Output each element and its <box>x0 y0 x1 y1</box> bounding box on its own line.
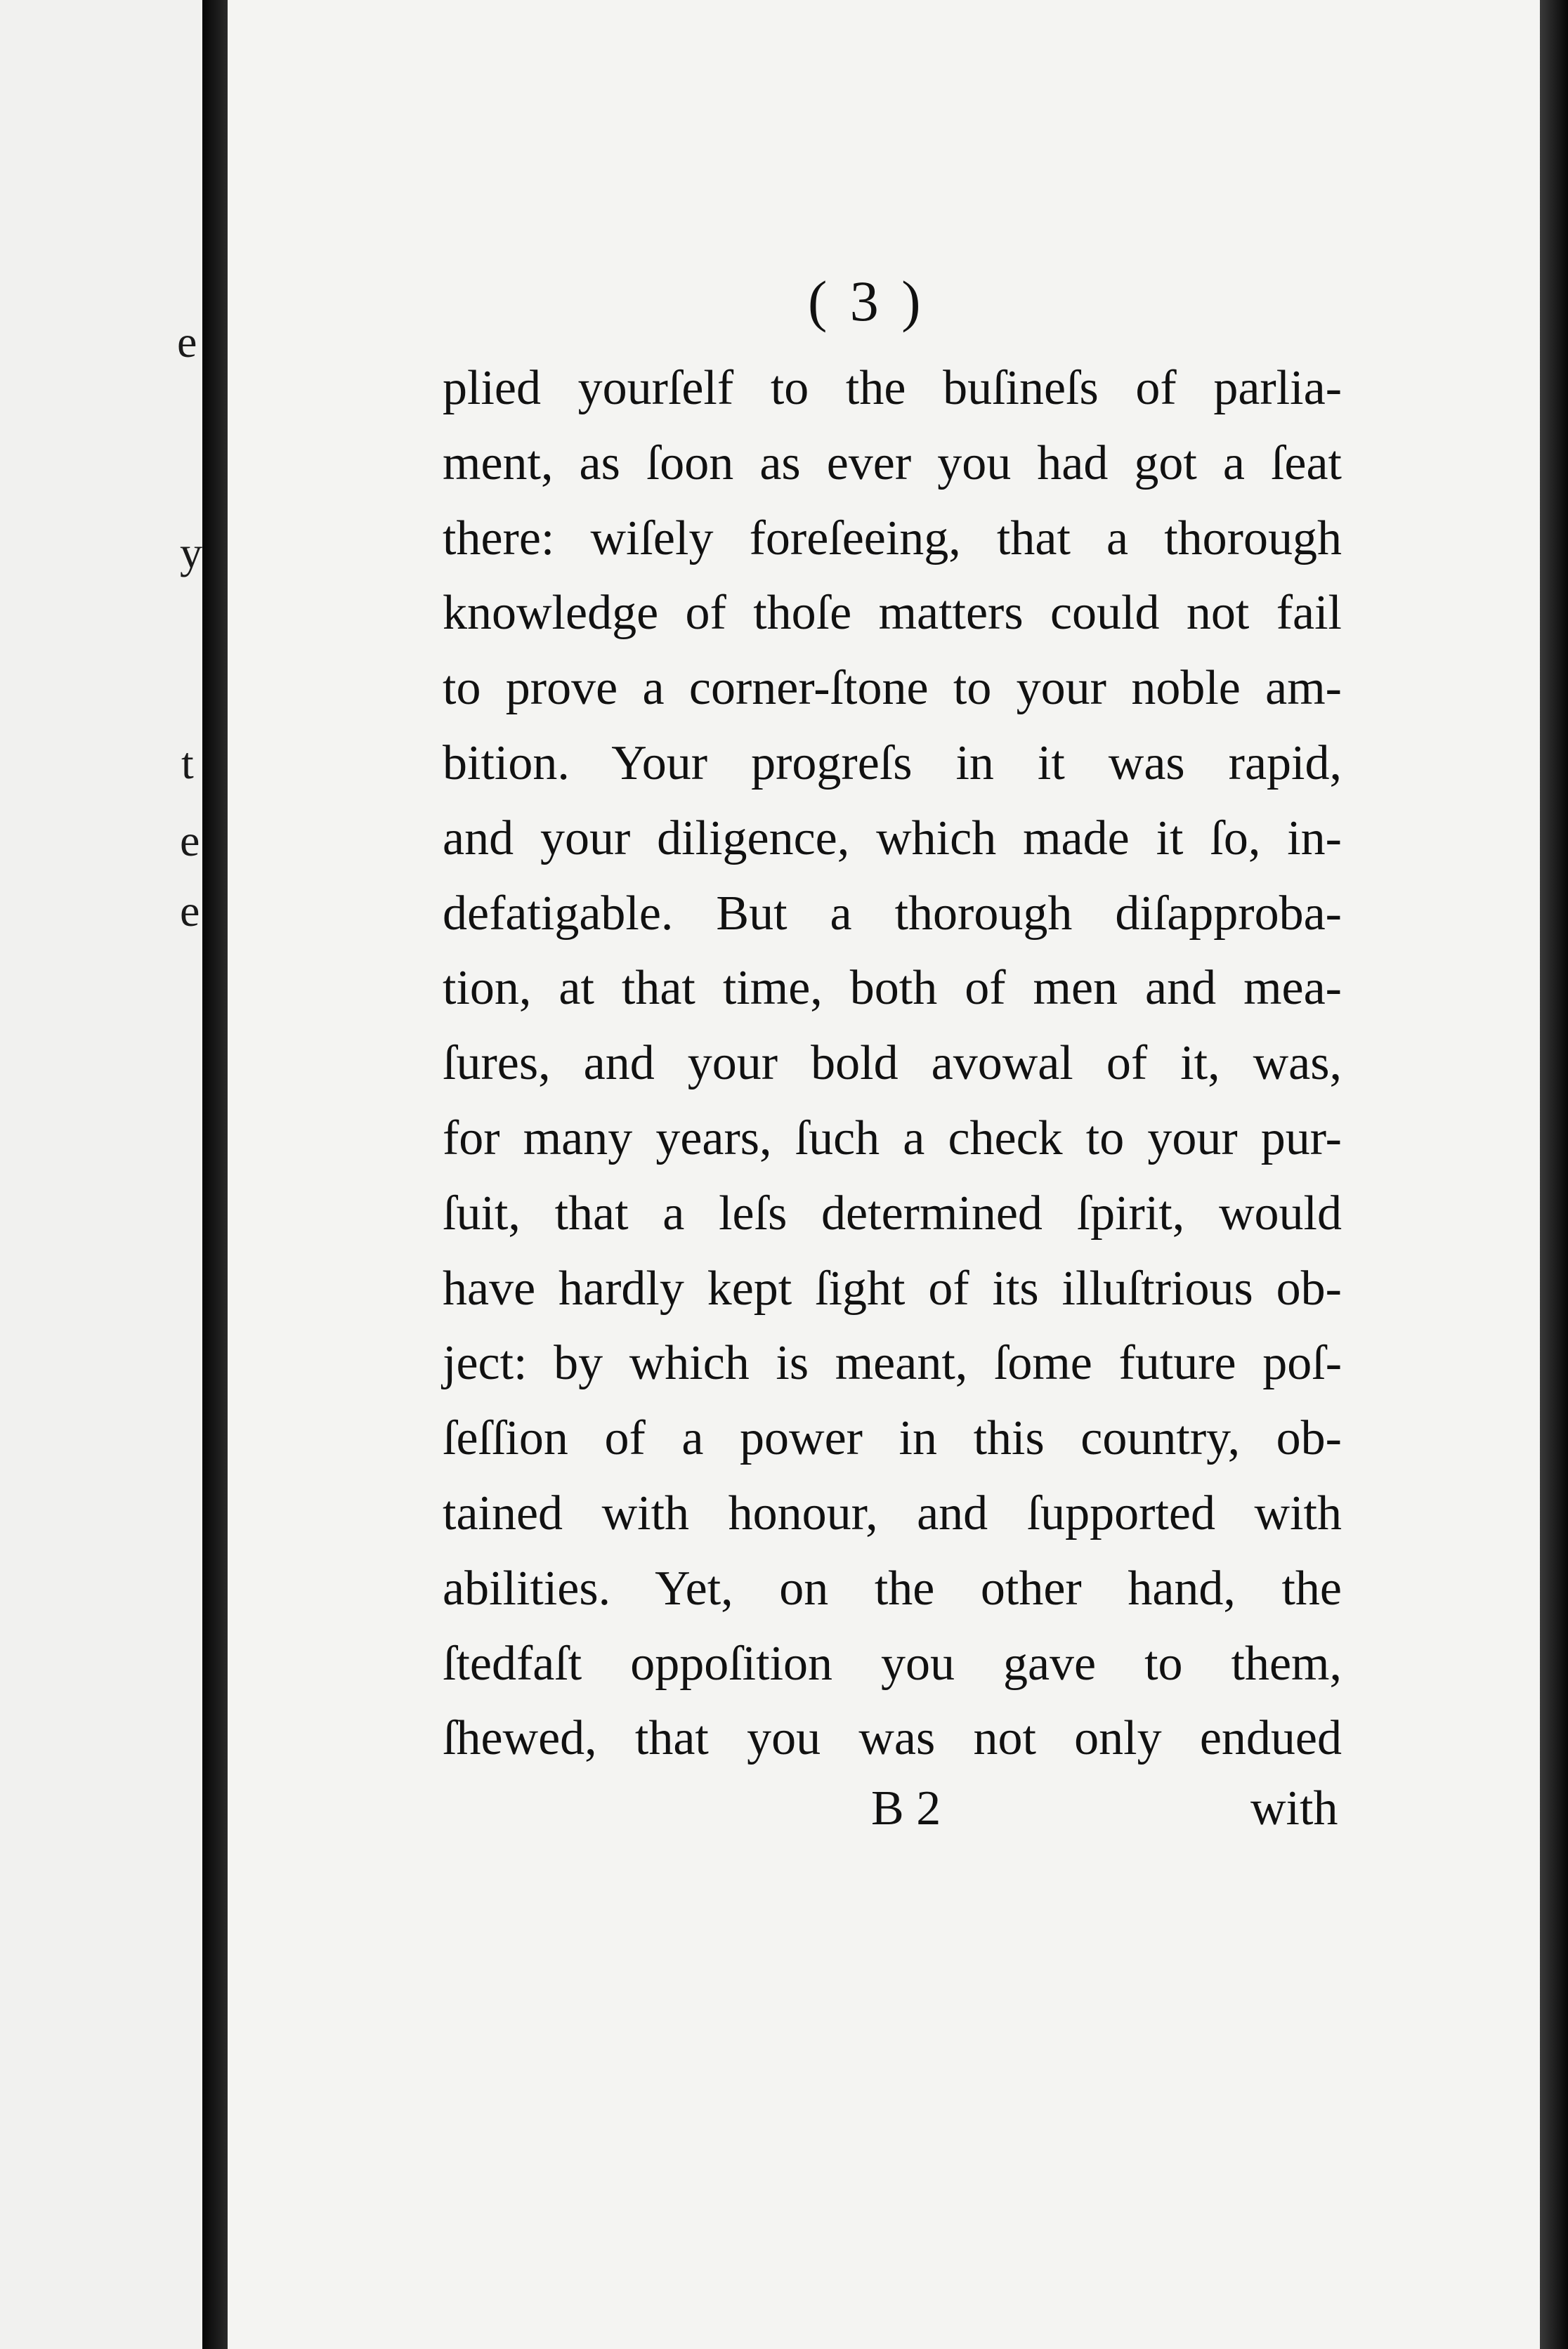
text-line: ſhewed, that you was not only endued <box>443 1711 1342 1766</box>
text-line: knowledge of thoſe matters could not fail <box>443 586 1342 641</box>
text-line: bition. Your progreſs in it was rapid, <box>443 735 1342 790</box>
left-page-fragment: e <box>180 816 200 865</box>
body-text <box>443 351 1342 1777</box>
text-line: have hardly kept ſight of its illuſtrious ob- <box>443 1261 1342 1316</box>
text-line: and your diligence, which made it ſo, in- <box>443 811 1342 865</box>
page-edge-shadow <box>1540 0 1568 2349</box>
text-line: defatigable. But a thorough diſapproba- <box>443 886 1342 941</box>
text-line: tion, at that time, both of men and mea- <box>443 961 1342 1016</box>
left-page-edge <box>0 0 202 2349</box>
catchword: with <box>1250 1781 1338 1836</box>
left-page-fragment: y <box>180 528 202 577</box>
text-line: ſtedfaſt oppoſition you gave to them, <box>443 1636 1342 1691</box>
signature-mark: B 2 <box>871 1781 941 1836</box>
text-line: plied yourſelf to the buſineſs of parlia- <box>443 361 1342 415</box>
text-line: ſures, and your bold avowal of it, was, <box>443 1036 1342 1091</box>
text-line: abilities. Yet, on the other hand, the <box>443 1561 1342 1616</box>
left-page-fragment: e <box>180 886 200 936</box>
text-line: there: wiſely foreſeeing, that a thorough <box>443 511 1342 565</box>
text-line: ſuit, that a leſs determined ſpirit, would <box>443 1186 1342 1241</box>
text-line: for many years, ſuch a check to your pur- <box>443 1111 1342 1165</box>
book-gutter <box>202 0 228 2349</box>
text-line: tained with honour, and ſupported with <box>443 1486 1342 1540</box>
text-line: ſeſſion of a power in this country, ob- <box>443 1411 1342 1466</box>
left-page-fragment: t <box>181 738 194 788</box>
page-number: ( 3 ) <box>808 269 925 333</box>
text-line: to prove a corner-ſtone to your noble am- <box>443 661 1342 716</box>
left-page-fragment: e <box>177 317 197 367</box>
text-line: ject: by which is meant, ſome future poſ- <box>443 1336 1342 1391</box>
text-line: ment, as ſoon as ever you had got a ſeat <box>443 436 1342 490</box>
